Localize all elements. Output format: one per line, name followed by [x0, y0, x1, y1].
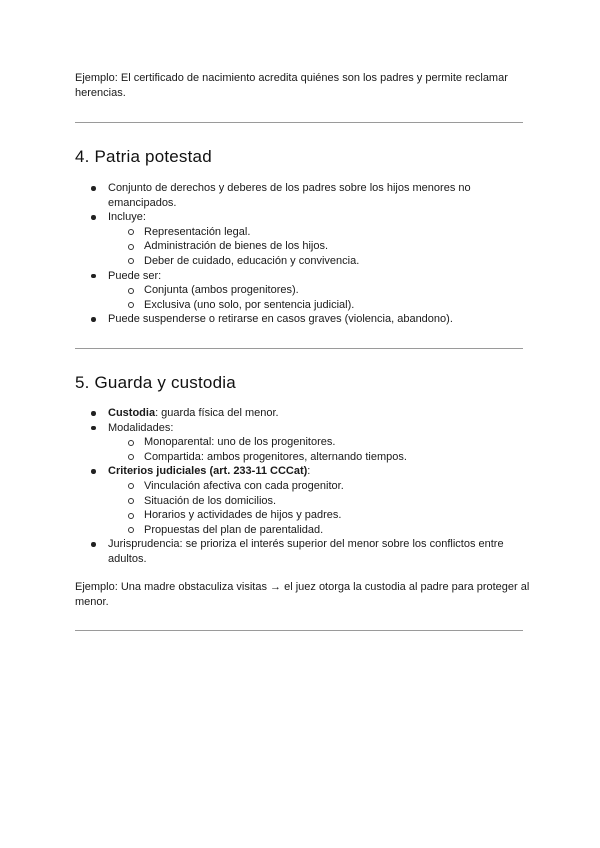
section-5-heading: 5. Guarda y custodia	[75, 373, 236, 392]
sublist-item: Situación de los domicilios.	[108, 494, 530, 509]
intro-example-paragraph: Ejemplo: El certificado de nacimiento acredita quiénes son los padres y permite reclamar herencias.	[75, 72, 508, 99]
sublist-item: Horarios y actividades de hijos y padres.	[108, 508, 530, 523]
criterios-suffix: :	[307, 465, 311, 478]
list-item-text: Incluye:	[108, 211, 146, 224]
sublist-item: Representación legal.	[108, 225, 530, 240]
list-item	[75, 537, 530, 566]
list-item-text: Modalidades:	[108, 421, 174, 434]
criterios-term: Criterios judiciales (art. 233-11 CCCat)	[108, 465, 308, 478]
list-item	[75, 464, 530, 537]
sublist-item: Administración de bienes de los hijos.	[108, 239, 530, 254]
custodia-desc: : guarda física del menor.	[155, 407, 279, 419]
list-item-text: Jurisprudencia: se prioriza el interés superior del menor sobre los conflictos entre adultos.	[108, 538, 504, 565]
criterios-sublist	[108, 479, 530, 537]
sublist-item: Deber de cuidado, educación y convivencia.	[108, 254, 530, 269]
list-item	[75, 312, 530, 327]
list-item	[75, 210, 530, 268]
list-item-text: Conjunto de derechos y deberes de los padres sobre los hijos menores no emancipados.	[108, 182, 471, 209]
section-4-list	[75, 181, 530, 327]
modalidades-sublist	[108, 435, 530, 464]
custodia-term: Custodia	[108, 407, 156, 419]
list-item	[75, 406, 530, 421]
sublist-item: Monoparental: uno de los progenitores.	[108, 435, 530, 450]
list-item	[75, 269, 530, 313]
list-item-text: Puede ser:	[108, 269, 162, 282]
sublist-item: Compartida: ambos progenitores, alternando tiempos.	[108, 450, 530, 465]
section-divider	[75, 348, 523, 349]
sublist-item: Vinculación afectiva con cada progenitor.	[108, 479, 530, 494]
incluye-sublist	[108, 225, 530, 269]
sublist-item: Conjunta (ambos progenitores).	[108, 283, 530, 298]
list-item-text: Puede suspenderse o retirarse en casos graves (violencia, abandono).	[108, 313, 453, 326]
sublist-item: Propuestas del plan de parentalidad.	[108, 523, 530, 538]
section-5-list	[75, 406, 530, 567]
section-divider	[75, 122, 523, 123]
sublist-item: Exclusiva (uno solo, por sentencia judicial).	[108, 298, 530, 313]
list-item	[75, 181, 530, 210]
puede-ser-sublist	[108, 283, 530, 312]
list-item	[75, 421, 530, 465]
section-4-heading: 4. Patria potestad	[75, 147, 212, 166]
section-5-example-paragraph: Ejemplo: Una madre obstaculiza visitas → el juez otorga la custodia al padre para proteger al menor.	[75, 581, 530, 608]
section-divider	[75, 630, 523, 631]
